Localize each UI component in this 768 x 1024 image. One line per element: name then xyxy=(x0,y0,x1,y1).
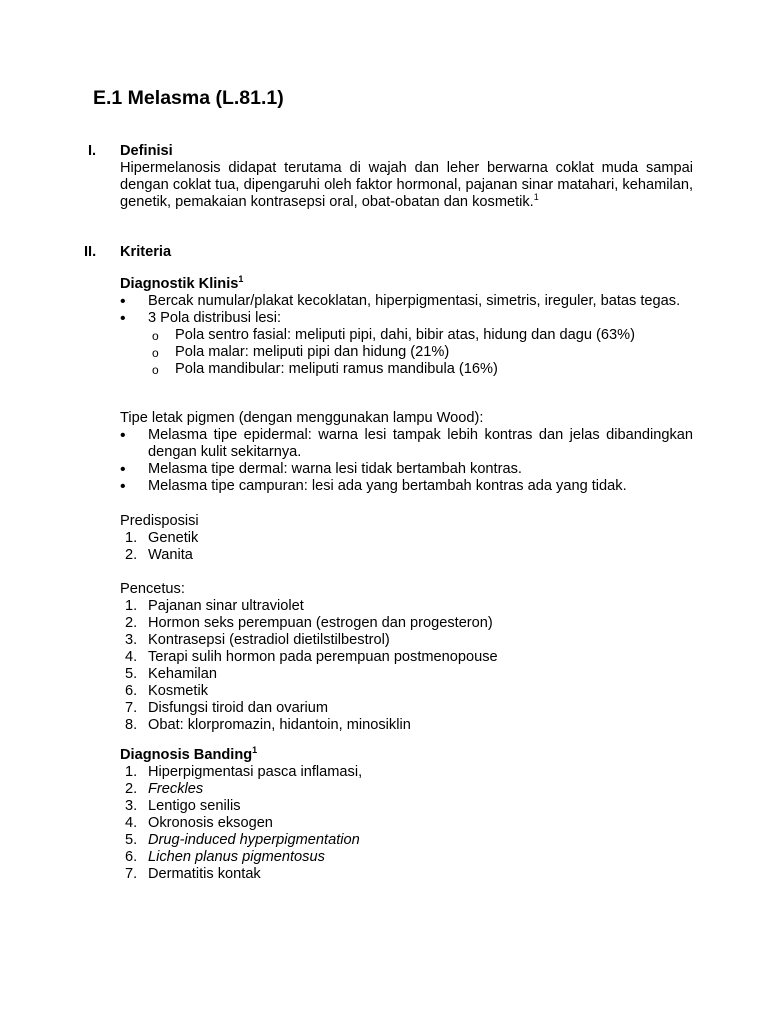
pencetus-heading: Pencetus: xyxy=(120,581,185,597)
section-number-1: I. xyxy=(88,143,97,159)
list-item: • Melasma tipe epidermal: warna lesi tampak lebih kontras dan jelas dibandingkan dengan kulit sekitarnya. xyxy=(120,427,693,461)
section-title-kriteria: Kriteria xyxy=(120,244,172,260)
list-item: 4. Terapi sulih hormon pada perempuan postmenopouse xyxy=(125,649,498,665)
list-item: 1. Pajanan sinar ultraviolet xyxy=(125,598,304,614)
list-item: 3. Lentigo senilis xyxy=(125,798,241,814)
distribusi-sublist xyxy=(120,327,693,378)
definisi-text-block xyxy=(120,160,693,211)
list-item: 5. Drug-induced hyperpigmentation xyxy=(125,832,360,848)
list-item: 6. Lichen planus pigmentosus xyxy=(125,849,325,865)
definisi-text: Hipermelanosis didapat terutama di wajah dan leher berwarna coklat muda sampai dengan coklat tua, dipengaruhi oleh faktor hormonal, pajanan sinar matahari, kehamilan, genetik, pemakaian kontrasepsi oral, obat-obatan dan kosmetik. xyxy=(120,160,693,210)
list-item: 6. Kosmetik xyxy=(125,683,209,699)
diagnosis-banding-heading: Diagnosis Banding$^1$ xyxy=(120,745,258,763)
predisposisi-block xyxy=(120,513,693,564)
list-item: 3. Kontrasepsi (estradiol dietilstilbestrol) xyxy=(125,632,390,648)
section-title-definisi: Definisi xyxy=(120,143,173,159)
list-item: 2. Wanita xyxy=(125,547,193,563)
list-item: o Pola mandibular: meliputi ramus mandibula (16%) xyxy=(120,361,693,378)
list-item: • Melasma tipe campuran: lesi ada yang bertambah kontras ada yang tidak. xyxy=(120,478,693,495)
predisposisi-heading: Predisposisi xyxy=(120,513,199,529)
list-item: o Pola malar: meliputi pipi dan hidung (21%) xyxy=(120,344,693,361)
list-item: 1. Genetik xyxy=(125,530,199,546)
list-item: 2. Hormon seks perempuan (estrogen dan progesteron) xyxy=(125,615,493,631)
section-number-2: II. xyxy=(84,244,97,260)
pencetus-block xyxy=(120,581,693,734)
diagnostik-klinis-heading: Diagnostik Klinis$^1$ xyxy=(120,274,244,292)
list-item: 5. Kehamilan xyxy=(125,666,217,682)
predisposisi-list xyxy=(120,530,693,564)
list-item: 2. Freckles xyxy=(125,781,204,797)
list-item: 7. Dermatitis kontak xyxy=(125,866,261,882)
diagnostik-klinis-list xyxy=(120,293,693,327)
tipe-letak-heading: Tipe letak pigmen (dengan menggunakan lampu Wood): xyxy=(120,410,484,426)
list-item: 4. Okronosis eksogen xyxy=(125,815,273,831)
tipe-letak-block xyxy=(120,410,693,495)
list-item: 7. Disfungsi tiroid dan ovarium xyxy=(125,700,329,716)
diagnosis-banding-block xyxy=(120,747,693,883)
pencetus-list xyxy=(120,598,693,734)
list-item: • Bercak numular/plakat kecoklatan, hiperpigmentasi, simetris, ireguler, batas tegas. xyxy=(120,293,693,310)
list-item: • 3 Pola distribusi lesi: xyxy=(120,310,693,327)
list-item: 1. Hiperpigmentasi pasca inflamasi, xyxy=(125,764,363,780)
list-item: 8. Obat: klorpromazin, hidantoin, minosiklin xyxy=(125,717,411,733)
tipe-letak-list xyxy=(120,427,693,495)
list-item: • Melasma tipe dermal: warna lesi tidak bertambah kontras. xyxy=(120,461,693,478)
diagnostik-klinis-block xyxy=(120,276,693,378)
diagnosis-banding-list xyxy=(120,764,693,883)
page-title: E.1 Melasma (L.81.1) xyxy=(93,87,284,109)
list-item: o Pola sentro fasial: meliputi pipi, dahi, bibir atas, hidung dan dagu (63%) xyxy=(120,327,693,344)
footnote-ref: 1 xyxy=(533,192,539,203)
